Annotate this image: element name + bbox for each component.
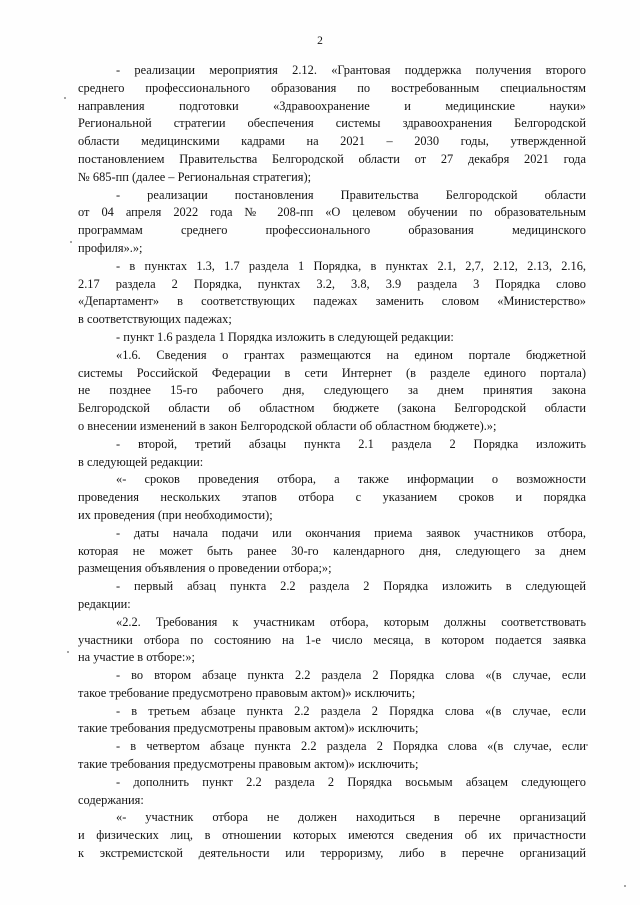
text-line: такое требование предусмотрено правовым актом)» исключить; bbox=[78, 685, 416, 700]
text-line: содержания: bbox=[78, 792, 144, 807]
text-line: - в пунктах 1.3, 1.7 раздела 1 Порядка, в пунктах 2.1, 2,7, 2.12, 2.13, 2.16, bbox=[116, 258, 586, 273]
scan-speck bbox=[67, 651, 69, 653]
text-line: 2.17 раздела 2 Порядка, пунктах 3.2, 3.8, 3.9 раздела 3 Порядка слово bbox=[78, 276, 586, 291]
text-line: не позднее 15-го рабочего дня, следующего за днем принятия закона bbox=[78, 383, 586, 398]
text-line: «2.2. Требования к участникам отбора, которым должны соответствовать bbox=[116, 614, 586, 629]
scan-speck bbox=[624, 885, 626, 887]
text-line: на участие в отборе:»; bbox=[78, 650, 195, 665]
text-line: - во втором абзаце пункта 2.2 раздела 2 Порядка слова «(в случае, если bbox=[116, 668, 586, 683]
text-line: такие требования предусмотрены правовым актом)» исключить; bbox=[78, 721, 419, 736]
text-line: Белгородской области об областном бюджете (закона Белгородской области bbox=[78, 401, 586, 416]
text-line: профиля».»; bbox=[78, 240, 143, 255]
text-line: - дополнить пункт 2.2 раздела 2 Порядка восьмым абзацем следующего bbox=[116, 774, 586, 789]
text-line: их проведения (при необходимости); bbox=[78, 507, 273, 522]
text-line: от 04 апреля 2022 года № 208-пп «О целевом обучении по образовательным bbox=[78, 205, 586, 220]
page-number: 2 bbox=[317, 35, 323, 47]
scan-speck bbox=[586, 744, 588, 746]
text-line: программам среднего профессионального образования медицинского bbox=[78, 223, 586, 238]
text-line: которая не может быть ранее 30-го календарного дня, следующего за днем bbox=[78, 543, 586, 558]
text-line: «- сроков проведения отбора, а также информации о возможности bbox=[116, 472, 586, 487]
text-line: участники отбора по состоянию на 1-е число месяца, в котором подается заявка bbox=[78, 632, 586, 647]
text-line: - пункт 1.6 раздела 1 Порядка изложить в следующей редакции: bbox=[116, 329, 454, 344]
text-line: в следующей редакции: bbox=[78, 454, 204, 469]
text-line: редакции: bbox=[78, 596, 131, 611]
text-line: направления подготовки «Здравоохранение и медицинские науки» bbox=[78, 98, 586, 113]
text-line: о внесении изменений в закон Белгородской области об областном бюджете).»; bbox=[78, 418, 497, 433]
text-line: - даты начала подачи или окончания приема заявок участников отбора, bbox=[116, 525, 586, 540]
text-line: и физических лиц, в отношении которых имеются сведения об их причастности bbox=[78, 828, 586, 843]
text-line: размещения объявления о проведении отбора;»; bbox=[78, 561, 332, 576]
text-line: - первый абзац пункта 2.2 раздела 2 Порядка изложить в следующей bbox=[116, 579, 586, 594]
text-line: среднего профессионального образования по востребованным специальностям bbox=[78, 80, 586, 95]
scan-speck bbox=[64, 97, 66, 99]
document-body bbox=[78, 62, 586, 863]
text-line: проведения нескольких этапов отбора с указанием сроков и порядка bbox=[78, 490, 586, 505]
text-line: «- участник отбора не должен находиться в перечне организаций bbox=[116, 810, 586, 825]
text-line: к экстремистской деятельности или терроризму, либо в перечне организаций bbox=[78, 846, 586, 861]
text-line: постановлением Правительства Белгородской области от 27 декабря 2021 года bbox=[78, 151, 586, 166]
scan-speck bbox=[70, 241, 72, 243]
text-line: - реализации постановления Правительства Белгородской области bbox=[116, 187, 586, 202]
text-line: № 685-пп (далее – Региональная стратегия); bbox=[78, 169, 312, 184]
text-line: - реализации мероприятия 2.12. «Грантовая поддержка получения второго bbox=[116, 63, 586, 77]
text-line: - второй, третий абзацы пункта 2.1 раздела 2 Порядка изложить bbox=[116, 436, 586, 451]
text-line: Региональной стратегии обеспечения системы здравоохранения Белгородской bbox=[78, 116, 586, 131]
text-line: «1.6. Сведения о грантах размещаются на едином портале бюджетной bbox=[116, 347, 586, 362]
text-line: системы Российской Федерации в сети Интернет (в разделе единого портала) bbox=[78, 365, 586, 380]
text-line: - в третьем абзаце пункта 2.2 раздела 2 Порядка слова «(в случае, если bbox=[116, 703, 586, 718]
text-line: области медицинскими кадрами на 2021 – 2030 годы, утвержденной bbox=[78, 134, 586, 149]
text-line: такие требования предусмотрены правовым актом)» исключить; bbox=[78, 757, 419, 772]
text-line: «Департамент» в соответствующих падежах заменить словом «Министерство» bbox=[78, 294, 586, 309]
text-line: в соответствующих падежах; bbox=[78, 312, 232, 327]
text-line: - в четвертом абзаце пункта 2.2 раздела 2 Порядка слова «(в случае, если bbox=[116, 739, 586, 754]
